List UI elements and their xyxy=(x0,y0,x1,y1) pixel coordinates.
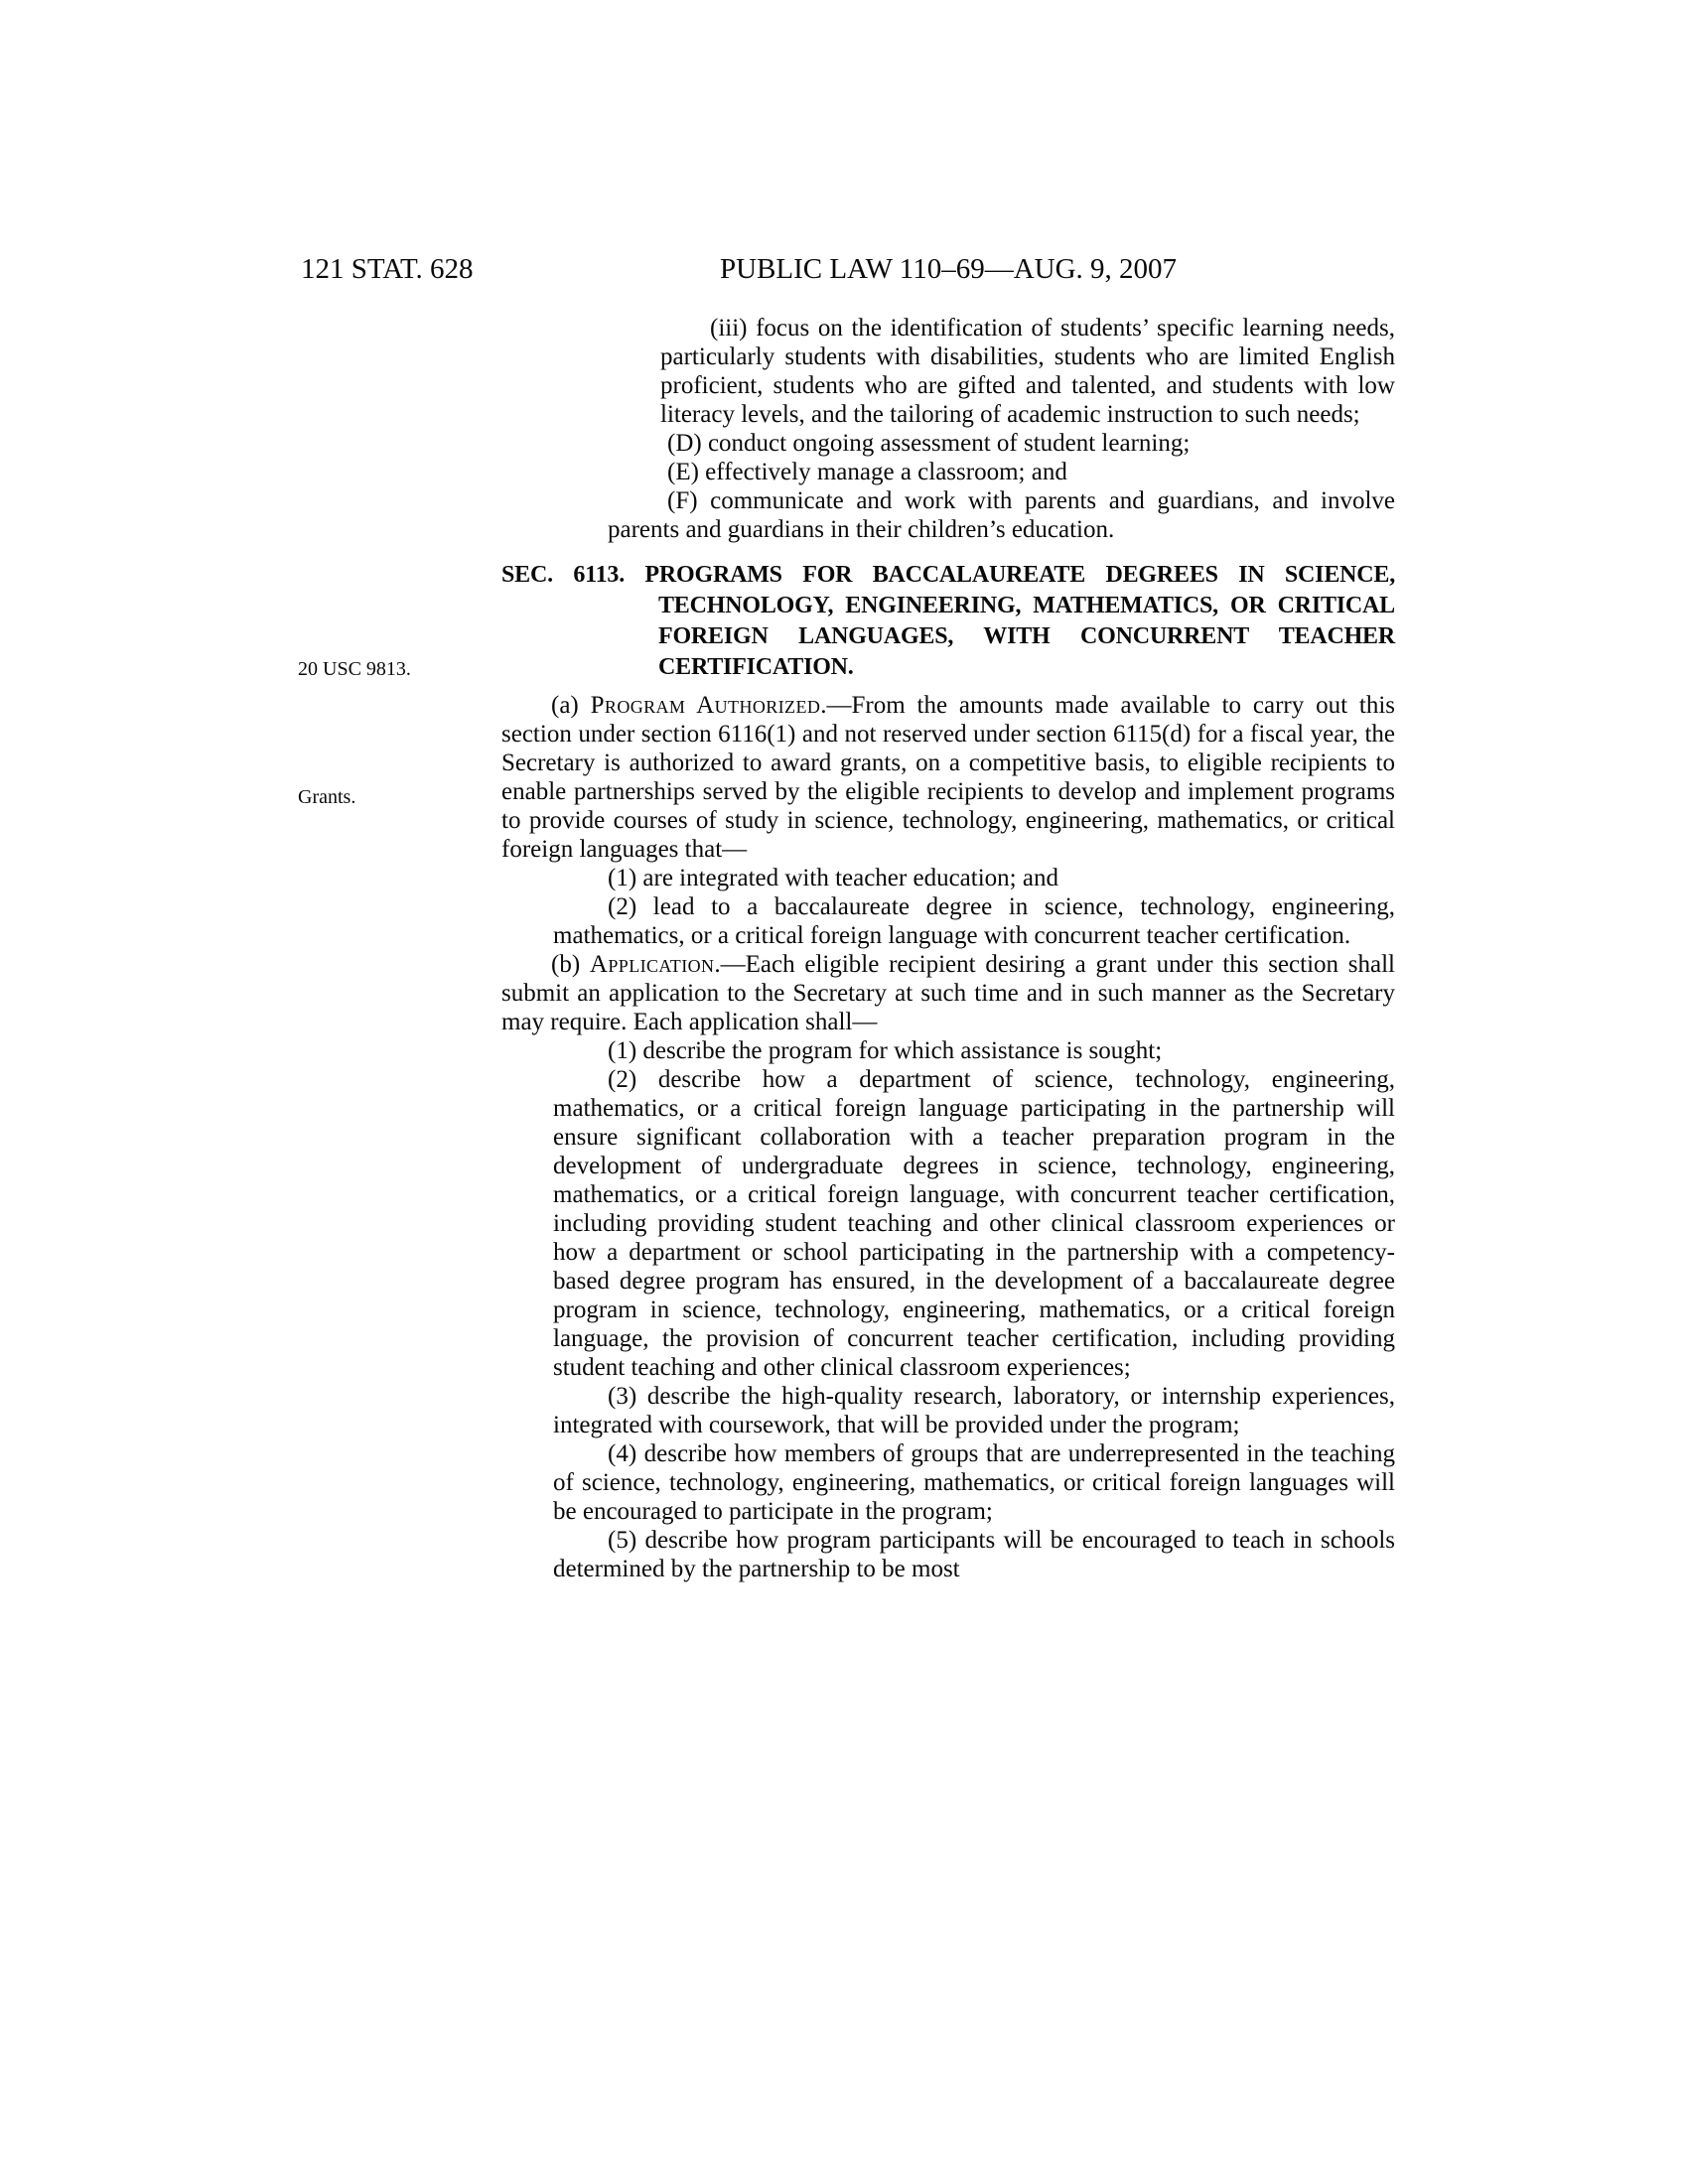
subsection-b-caption: Application xyxy=(589,951,715,978)
paragraph-a-2: (2) lead to a baccalaureate degree in science, technology, engineering, mathematics, or a critical foreign language with concurrent teacher certification. xyxy=(553,893,1395,949)
public-law-title: PUBLIC LAW 110–69—AUG. 9, 2007 xyxy=(719,253,1178,285)
margin-note-grants: Grants. xyxy=(298,786,356,808)
subsection-b-designator: (b) xyxy=(551,951,590,978)
clause-f: (F) communicate and work with parents and guardians, and involve parents and guardians in their children’s education. xyxy=(608,487,1395,543)
section-heading-sec-6113: SEC. 6113. PROGRAMS FOR BACCALAUREATE DEGREES IN SCIENCE, TECHNOLOGY, ENGINEERING, MATHEMATICS, OR CRITICAL FOREIGN LANGUAGES, WITH CONCURRENT TEACHER CERTIFICATION. xyxy=(501,562,1395,680)
subsection-a-caption: Program Authorized xyxy=(590,692,821,719)
subsection-b-body: .—Each eligible recipient desiring a grant under this section shall submit an application to the Secretary at such time and in such manner as the Secretary may require. Each application shall— xyxy=(501,951,1395,1035)
running-head xyxy=(0,253,1688,293)
clause-iii: (iii) focus on the identification of students’ specific learning needs, particularly students with disabilities, students who are limited English proficient, students who are gifted and talented, and students with low literacy levels, and the tailoring of academic instruction to such needs; xyxy=(660,315,1395,428)
paragraph-b-3: (3) describe the high-quality research, laboratory, or internship experiences, integrated with coursework, that will be provided under the program; xyxy=(553,1383,1395,1438)
paragraph-b-2: (2) describe how a department of science, technology, engineering, mathematics, or a critical foreign language participating in the partnership will ensure significant collaboration with a teacher preparation program in the development of undergraduate degrees in science, technology, engineering, mathematics, or a critical foreign language, with concurrent teacher certification, including providing student teaching and other clinical classroom experiences or how a department or school participating in the partnership with a competency-based degree program has ensured, in the development of a baccalaureate degree program in science, technology, engineering, mathematics, or a critical foreign language, the provision of concurrent teacher certification, including providing student teaching and other clinical classroom experiences; xyxy=(553,1066,1395,1381)
subsection-a-body: .—From the amounts made available to carry out this section under section 6116(1) and not reserved under section 6115(d) for a fiscal year, the Secretary is authorized to award grants, on a competitive basis, to eligible recipients to enable partnerships served by the eligible recipients to develop and implement programs to provide courses of study in science, technology, engineering, mathematics, or critical foreign languages that— xyxy=(501,692,1395,863)
subsection-b xyxy=(501,950,1395,1036)
subsection-a xyxy=(501,691,1395,864)
statute-page-number: 121 STAT. 628 xyxy=(301,253,474,285)
margin-note-usc-citation: 20 USC 9813. xyxy=(298,658,411,680)
clause-d: (D) conduct ongoing assessment of student learning; xyxy=(667,430,1191,457)
paragraph-a-1: (1) are integrated with teacher education; and xyxy=(608,865,1058,891)
statute-body-text xyxy=(501,314,1395,1583)
subsection-a-designator: (a) xyxy=(551,692,591,719)
clause-e: (E) effectively manage a classroom; and xyxy=(667,459,1067,485)
paragraph-b-5: (5) describe how program participants will be encouraged to teach in schools determined by the partnership to be most xyxy=(553,1527,1395,1582)
paragraph-b-1: (1) describe the program for which assistance is sought; xyxy=(608,1037,1163,1064)
paragraph-b-4: (4) describe how members of groups that are underrepresented in the teaching of science, technology, engineering, mathematics, or critical foreign languages will be encouraged to participate in the program; xyxy=(553,1440,1395,1525)
